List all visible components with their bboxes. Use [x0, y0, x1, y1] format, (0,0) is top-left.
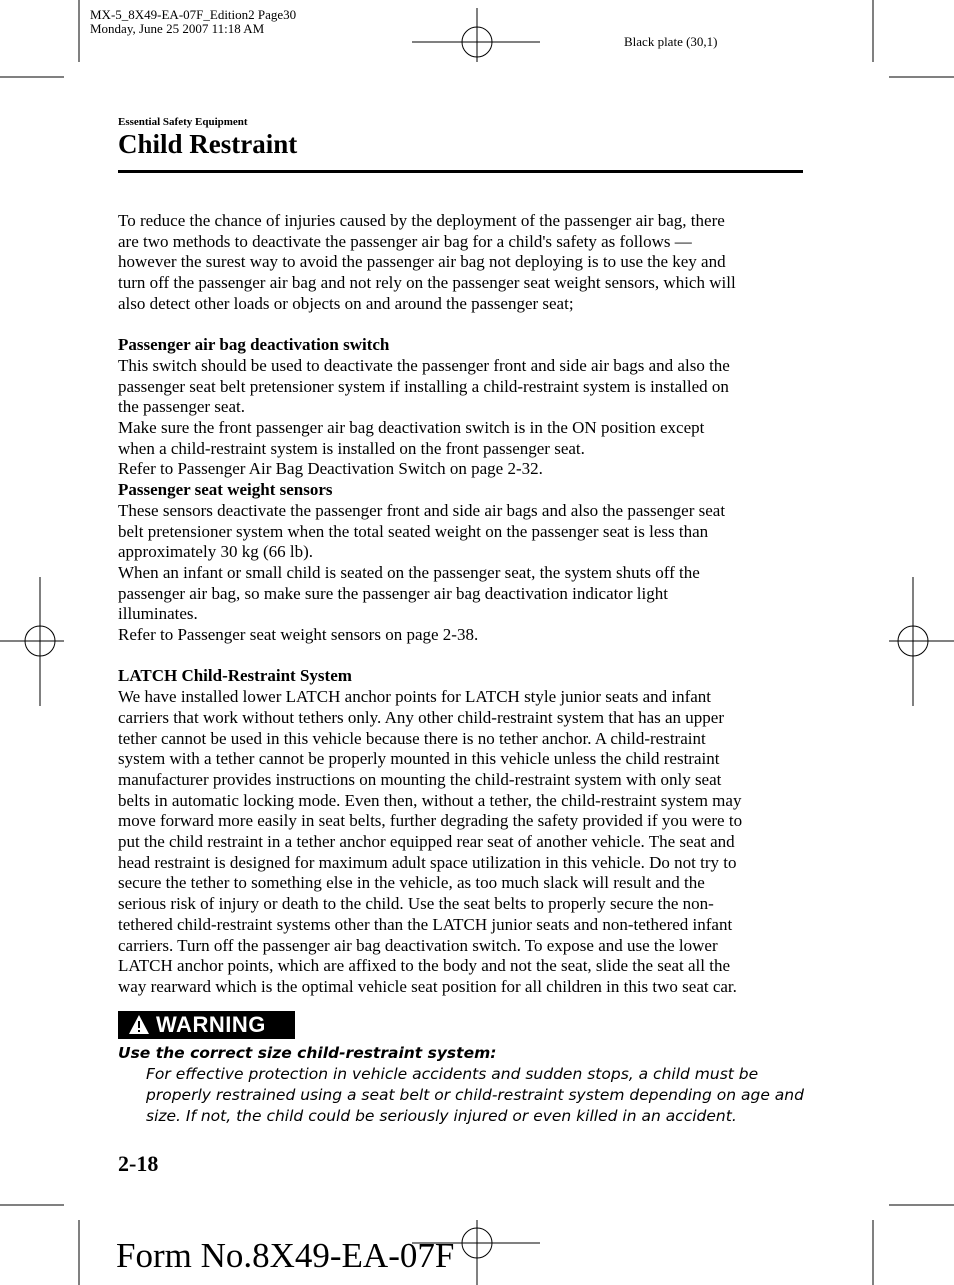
- intro-line: To reduce the chance of injuries caused by the deployment of the passenger air bag, there: [118, 211, 725, 230]
- switch-line: passenger seat belt pretensioner system if installing a child-restraint system is installed on: [118, 376, 729, 396]
- warning-line: size. If not, the child could be seriously injured or even killed in an accident.: [146, 1107, 737, 1125]
- latch-line: manufacturer provides instructions on mounting the child-restraint system with only seat: [118, 769, 722, 789]
- switch-line: when a child-restraint system is installed on the front passenger seat.: [118, 438, 585, 458]
- sensors-line: illuminates.: [118, 604, 198, 624]
- intro-line: turn off the passenger air bag and not rely on the passenger seat weight sensors, which will: [118, 273, 736, 293]
- latch-line: belts in automatic locking mode. Even then, without a tether, the child-restraint system may: [118, 790, 742, 810]
- warning-line: For effective protection in vehicle accidents and sudden stops, a child must be: [146, 1065, 759, 1083]
- sensors-line: passenger air bag, so make sure the passenger air bag deactivation indicator light: [118, 583, 668, 603]
- latch-line: secure the tether to something else in the vehicle, as too much slack will result and the: [118, 873, 705, 893]
- switch-line: This switch should be used to deactivate the passenger front and side air bags and also the: [118, 355, 730, 375]
- warning-badge: [118, 1011, 295, 1039]
- sensors-line: approximately 30 kg (66 lb).: [118, 542, 313, 562]
- latch-line: move forward more easily in seat belts, further degrading the safety provided if you were to: [118, 811, 743, 831]
- warning-heading: Use the correct size child-restraint system:: [118, 1044, 497, 1062]
- title-rule: [118, 170, 803, 173]
- page-number: 2-18: [118, 1151, 159, 1176]
- intro-line: are two methods to deactivate the passenger air bag for a child's safety as follows ―: [118, 231, 692, 251]
- meta-line-2: Monday, June 25 2007 11:18 AM: [90, 21, 265, 36]
- latch-line: tethered child-restraint systems other than the LATCH junior seats and non-tethered infant: [118, 914, 733, 934]
- latch-line: head restraint is designed for maximum adult space utilization in this vehicle. Do not try to: [118, 852, 737, 872]
- body-text: [118, 211, 808, 998]
- latch-line: carriers that work without tethers only. Any other child-restraint system that has an upper: [118, 707, 725, 727]
- latch-line: carriers. Turn off the passenger air bag deactivation switch. To expose and use the lower: [118, 935, 718, 955]
- intro-line: also detect other loads or objects on and around the passenger seat;: [118, 293, 574, 313]
- latch-line: We have installed lower LATCH anchor points for LATCH style junior seats and infant: [118, 687, 712, 707]
- sensors-line: These sensors deactivate the passenger front and side air bags and also the passenger seat: [118, 500, 726, 520]
- sensors-line: belt pretensioner system when the total seated weight on the passenger seat is less than: [118, 521, 709, 541]
- switch-line: Refer to Passenger Air Bag Deactivation Switch on page 2-32.: [118, 459, 543, 479]
- latch-line: way rearward which is the optimal vehicle seat position for all children in this two seat car.: [118, 976, 737, 996]
- latch-line: put the child restraint in a tether anchor equipped rear seat of another vehicle. The seat and: [118, 832, 735, 852]
- intro-line: however the surest way to avoid the passenger air bag not deploying is to use the key and: [118, 252, 726, 272]
- sensors-line: Refer to Passenger seat weight sensors on page 2-38.: [118, 625, 479, 645]
- plate-label: Black plate (30,1): [624, 34, 718, 49]
- latch-heading: LATCH Child-Restraint System: [118, 666, 352, 686]
- latch-line: system with a tether cannot be properly mounted in this vehicle unless the child restraint: [118, 749, 720, 769]
- warning-label: WARNING: [156, 1012, 266, 1037]
- latch-line: tether cannot be used in this vehicle because there is no tether anchor. A child-restraint: [118, 728, 706, 748]
- warning-body: [146, 1064, 816, 1127]
- latch-line: serious risk of injury or death to the child. Use the seat belts to properly secure the non-: [118, 894, 714, 914]
- print-meta: [90, 8, 296, 36]
- latch-line: LATCH anchor points, which are affixed to the body and not the seat, slide the seat all the: [118, 956, 730, 976]
- switch-line: Make sure the front passenger air bag deactivation switch is in the ON position except: [118, 418, 705, 438]
- page-title: Child Restraint: [118, 129, 298, 159]
- section-label: Essential Safety Equipment: [118, 116, 248, 128]
- sensors-heading: Passenger seat weight sensors: [118, 480, 333, 500]
- sensors-line: When an infant or small child is seated on the passenger seat, the system shuts off the: [118, 562, 700, 582]
- warning-line: properly restrained using a seat belt or child-restraint system depending on age and: [146, 1086, 804, 1104]
- form-number: Form No.8X49-EA-07F: [116, 1236, 455, 1275]
- switch-heading: Passenger air bag deactivation switch: [118, 335, 390, 355]
- meta-line-1: MX-5_8X49-EA-07F_Edition2 Page30: [90, 7, 297, 22]
- warning-triangle-icon: [128, 1014, 150, 1035]
- switch-line: the passenger seat.: [118, 397, 245, 417]
